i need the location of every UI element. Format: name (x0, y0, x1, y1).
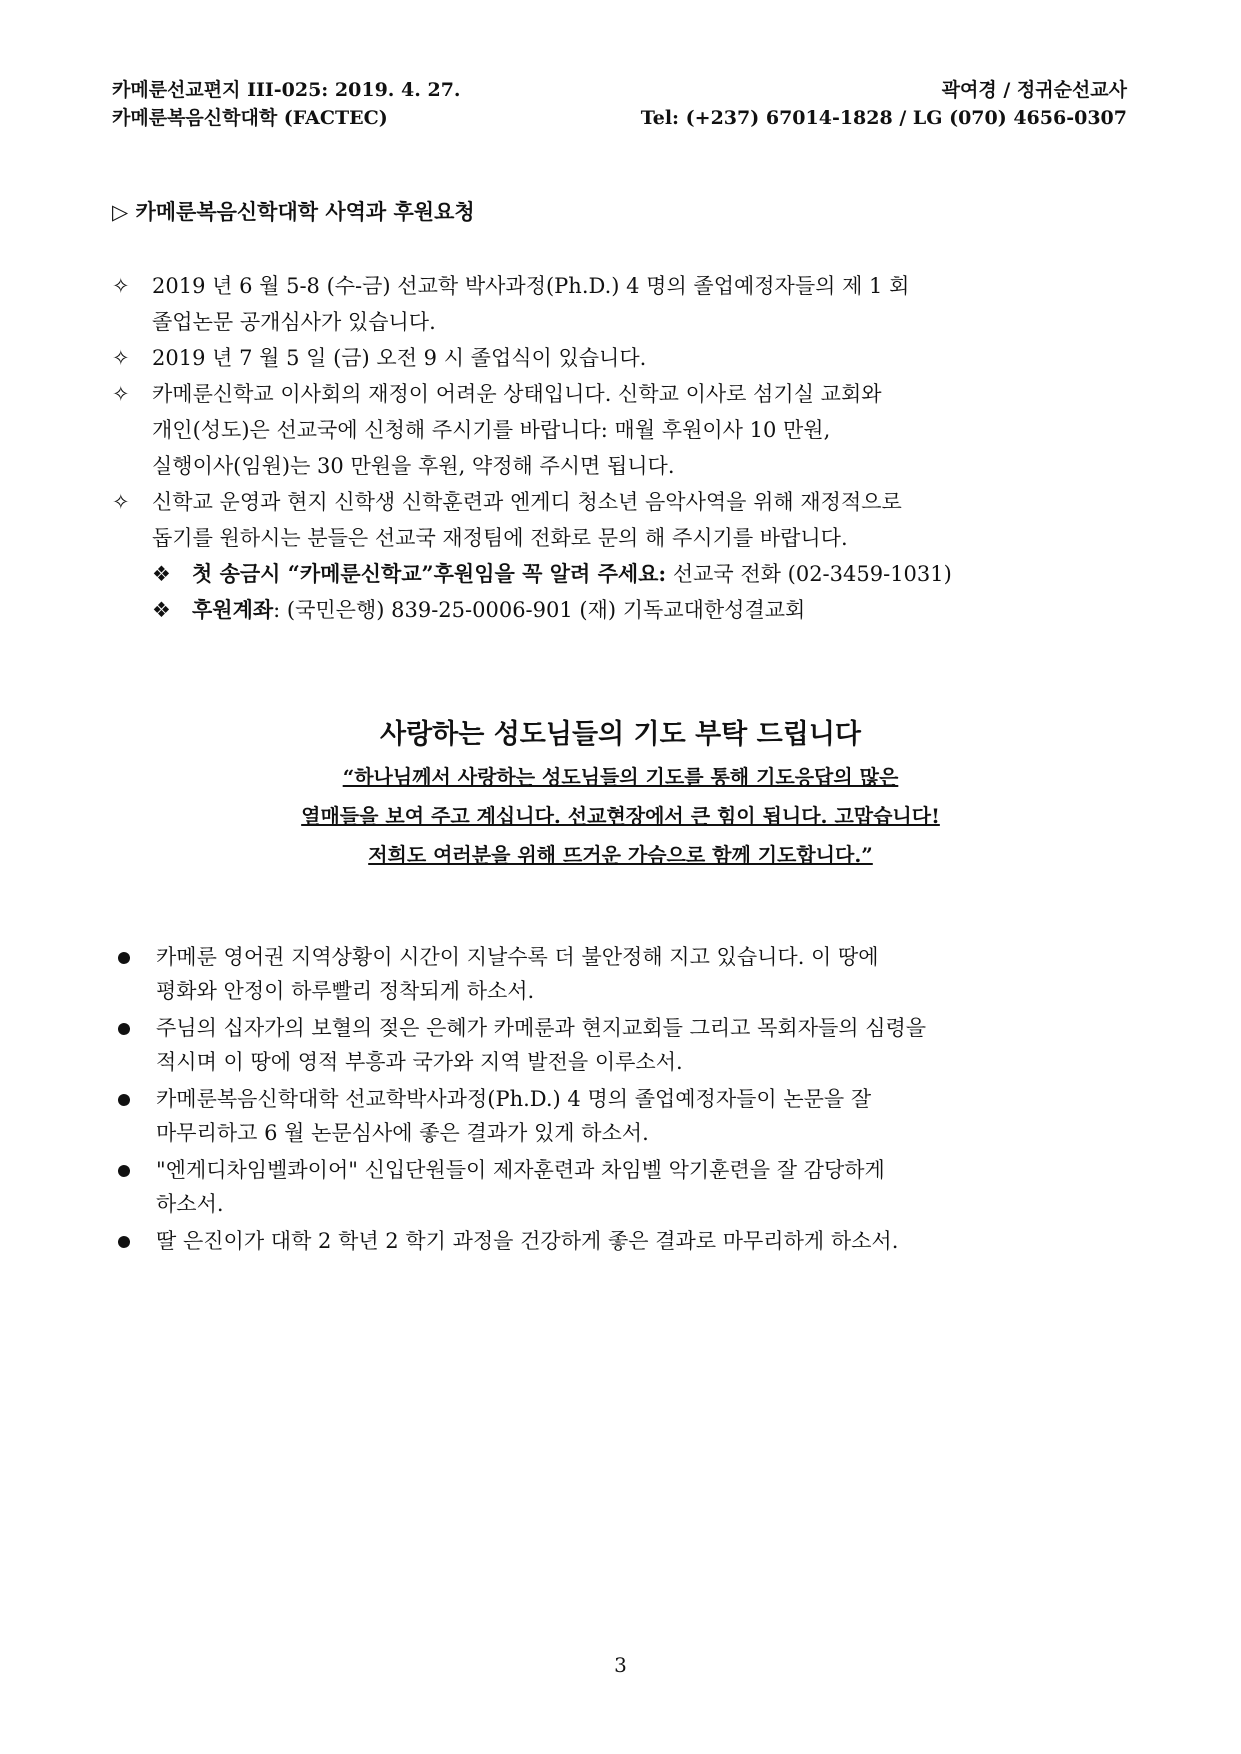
bullet-dot-icon (118, 952, 130, 964)
missionary-names: 곽여경 / 정귀순선교사 (941, 79, 1127, 101)
header-right (641, 76, 1127, 132)
prayer-item (112, 940, 1132, 1008)
sparkle-icon: ✧ (112, 346, 130, 370)
prayer-title: 사랑하는 성도님들의 기도 부탁 드립니다 (380, 719, 861, 750)
prayer-line: 딸 은진이가 대학 2 학년 2 학기 과정을 건강하게 좋은 결과로 마무리하게 하소서. (156, 1229, 899, 1253)
quote-line: “하나님께서 사랑하는 성도님들의 기도를 통해 기도응답의 많은 (342, 765, 899, 789)
contact-phone: Tel: (+237) 67014-1828 / LG (070) 4656-0307 (640, 107, 1127, 129)
news-line: 졸업논문 공개심사가 있습니다. (152, 310, 436, 334)
prayer-line: "엔게디차임벨콰이어" 신입단원들이 제자훈련과 차임벨 악기훈련을 잘 감당하게 (156, 1158, 885, 1182)
letter-id: 카메룬선교편지 III-025: 2019. 4. 27. (112, 79, 461, 101)
news-line: 2019 년 7 월 5 일 (금) 오전 9 시 졸업식이 있습니다. (152, 346, 647, 370)
news-list (112, 268, 1132, 628)
remittance-note-text: 선교국 전화 (02-3459-1031) (666, 562, 952, 586)
bullet-dot-icon (118, 1165, 130, 1177)
bank-account-label: 후원계좌 (192, 597, 274, 622)
news-line: 2019 년 6 월 5-8 (수-금) 선교학 박사과정(Ph.D.) 4 명의 졸업예정자들의 제 1 회 (152, 274, 910, 298)
news-line: 카메룬신학교 이사회의 재정이 어려운 상태입니다. 신학교 이사로 섬기실 교회와 (152, 382, 882, 406)
institution-name: 카메룬복음신학대학 (FACTEC) (112, 107, 388, 129)
prayer-line: 주님의 십자가의 보혈의 젖은 은혜가 카메룬과 현지교회들 그리고 목회자들의 심령을 (156, 1016, 927, 1040)
prayer-item (112, 1224, 1132, 1258)
quote-line: 열매들을 보여 주고 계십니다. 선교현장에서 큰 힘이 됩니다. 고맙습니다! (301, 804, 940, 828)
news-line: 개인(성도)은 선교국에 신청해 주시기를 바랍니다: 매월 후원이사 10 만원, (152, 418, 831, 442)
page-number: 3 (614, 1653, 627, 1677)
bank-account (112, 592, 1132, 628)
news-item (112, 268, 1132, 340)
remittance-note (112, 556, 1132, 592)
sparkle-icon: ✧ (112, 274, 130, 298)
prayer-item (112, 1153, 1132, 1221)
diamond-icon: ❖ (152, 598, 171, 622)
news-item (112, 376, 1132, 484)
prayer-line: 카메룬복음신학대학 선교학박사과정(Ph.D.) 4 명의 졸업예정자들이 논문을 잘 (156, 1087, 872, 1111)
news-line: 신학교 운영과 현지 신학생 신학훈련과 엔게디 청소년 음악사역을 위해 재정적으로 (152, 490, 902, 514)
prayer-line: 카메룬 영어권 지역상황이 시간이 지날수록 더 불안정해 지고 있습니다. 이 땅에 (156, 945, 879, 969)
sparkle-icon: ✧ (112, 490, 130, 514)
remittance-note-bold: 첫 송금시 “카메룬신학교”후원임을 꼭 알려 주세요: (192, 561, 667, 586)
header-left (112, 76, 461, 132)
prayer-line: 하소서. (156, 1192, 224, 1216)
news-item (112, 340, 1132, 376)
sparkle-icon: ✧ (112, 382, 130, 406)
bullet-dot-icon (118, 1023, 130, 1035)
prayer-line: 마무리하고 6 월 논문심사에 좋은 결과가 있게 하소서. (156, 1121, 649, 1145)
news-line: 실행이사(임원)는 30 만원을 후원, 약정해 주시면 됩니다. (152, 454, 675, 478)
bank-account-text: : (국민은행) 839-25-0006-901 (재) 기독교대한성결교회 (273, 598, 806, 622)
prayer-item (112, 1011, 1132, 1079)
bullet-dot-icon (118, 1094, 130, 1106)
quote-line: 저희도 여러분을 위해 뜨거운 가슴으로 함께 기도합니다.” (368, 843, 873, 867)
prayer-item (112, 1082, 1132, 1150)
prayer-quote (0, 758, 1241, 875)
news-item (112, 484, 1132, 556)
prayer-line: 평화와 안정이 하루빨리 정착되게 하소서. (156, 979, 535, 1003)
section-title: ▷ 카메룬복음신학대학 사역과 후원요청 (112, 199, 475, 224)
diamond-icon: ❖ (152, 562, 171, 586)
news-line: 돕기를 원하시는 분들은 선교국 재정팀에 전화로 문의 해 주시기를 바랍니다. (152, 526, 848, 550)
bullet-dot-icon (118, 1236, 130, 1248)
prayer-list (112, 940, 1132, 1261)
prayer-line: 적시며 이 땅에 영적 부흥과 국가와 지역 발전을 이루소서. (156, 1050, 683, 1074)
